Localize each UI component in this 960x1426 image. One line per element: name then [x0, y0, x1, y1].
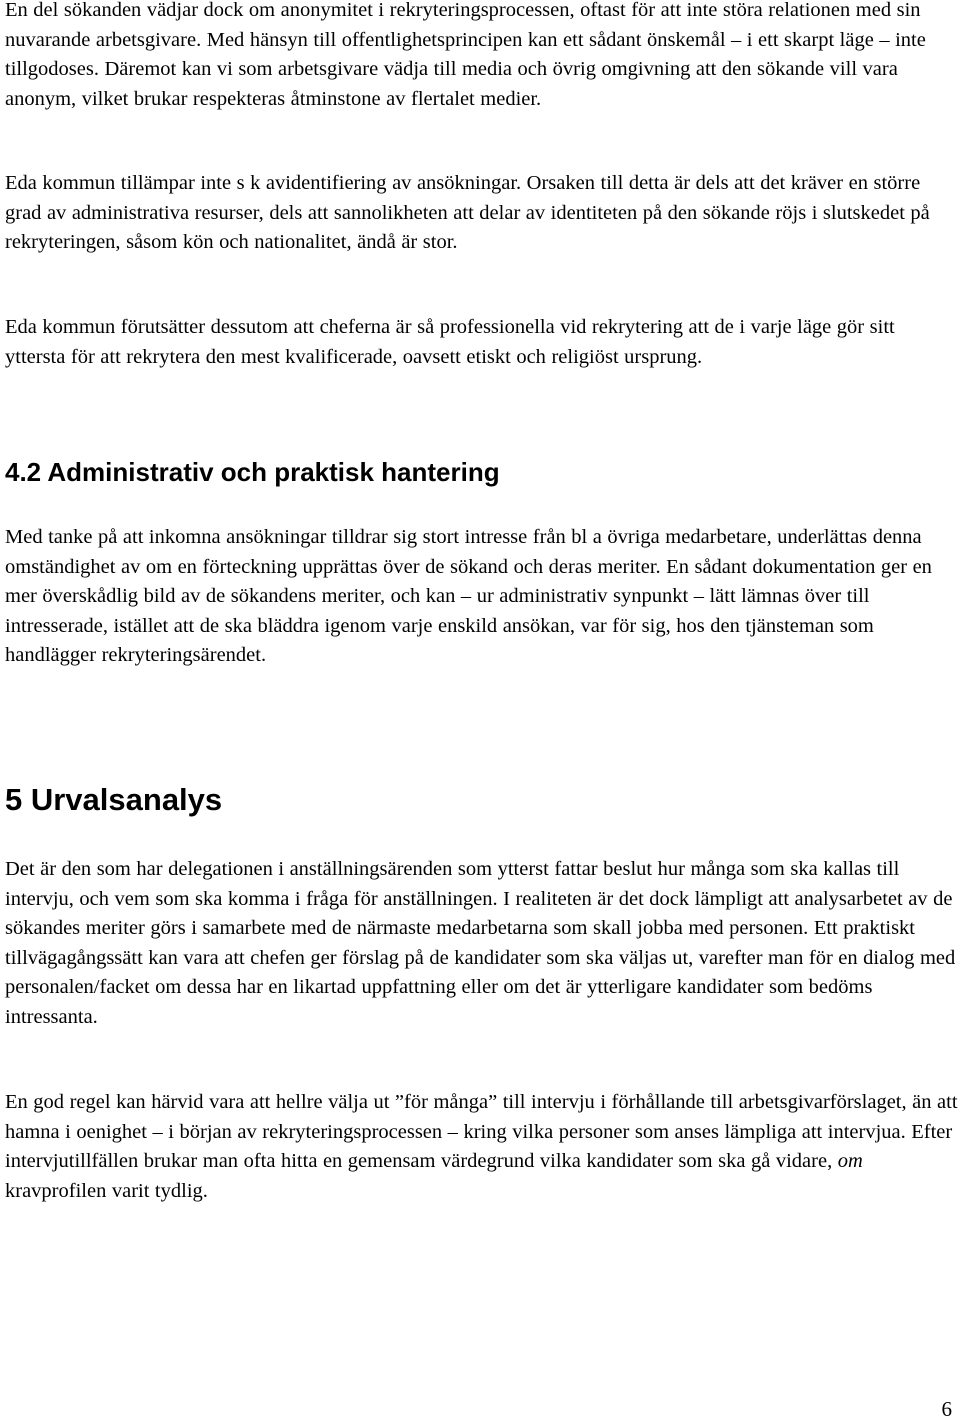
- paragraph-good-rule-end: kravprofilen varit tydlig.: [5, 1179, 208, 1202]
- paragraph-anonymity: En del sökanden vädjar dock om anonymitet i rekryteringsprocessen, oftast för att inte störa relationen med sin nuvarande arbetsgivare. Med hänsyn till offentlighetsprincipen kan ett sådant önskemål – i ett skarpt läge – inte tillgodoses. Däremot kan vi som arbetsgivare vädja till media och övrig omgivning att den sökande vill vara anonym, vilket brukar respekteras åtminstone av flertalet medier.: [5, 0, 926, 110]
- heading-section-5: 5 Urvalsanalys: [5, 782, 223, 817]
- paragraph-professional-managers: Eda kommun förutsätter dessutom att cheferna är så professionella vid rekrytering att de i varje läge gör sitt yttersta för att rekrytera den mest kvalificerade, oavsett etiskt och religiöst ursprung.: [5, 316, 895, 368]
- page-number: 6: [941, 1397, 952, 1421]
- paragraph-good-rule: [5, 1088, 960, 1206]
- paragraph-administrative-handling: Med tanke på att inkomna ansökningar tilldrar sig stort intresse från bl a övriga medarbetare, underlättas denna omständighet av om en förteckning upprättas över de sökand och deras meriter. En sådant dokumentation ger en mer överskådlig bild av de sökandens meriter, och kan – ur administrativ synpunkt – lätt lämnas över till intresserade, istället att de ska bläddra igenom varje enskild ansökan, var för sig, hos den tjänsteman som handlägger rekryteringsärendet.: [5, 526, 932, 667]
- heading-section-4-2: 4.2 Administrativ och praktisk hantering: [5, 457, 500, 487]
- paragraph-avidentifiering: Eda kommun tillämpar inte s k avidentifiering av ansökningar. Orsaken till detta är dels att det kräver en större grad av administrativa resurser, dels att sannolikheten att delar av identiteten på den sökande röjs i slutskedet på rekryteringen, såsom kön och nationalitet, ändå är stor.: [5, 172, 930, 254]
- emphasis-om: om: [837, 1150, 863, 1173]
- paragraph-delegation: Det är den som har delegationen i anställningsärenden som ytterst fattar beslut hur många som ska kallas till intervju, och vem som ska komma i fråga för anställningen. I realiteten är det dock lämpligt att analysarbetet av de sökandes meriter görs i samarbete med de närmaste medarbetarna som skall jobba med personen. Ett praktiskt tillvägagångssätt kan vara att chefen ger förslag på de kandidater som ska väljas ut, varefter man för en dialog med personalen/facket om dessa har en likartad uppfattning eller om det är ytterligare kandidater som bedöms intressanta.: [5, 858, 956, 1028]
- paragraph-good-rule-text: En god regel kan härvid vara att hellre välja ut ”för många” till intervju i förhållande till arbetsgivarförslaget, än att hamna i oenighet – i början av rekryteringsprocessen – kring vilka personer som anses lämpliga att intervjua. Efter intervjutillfällen brukar man ofta hitta en gemensam värdegrund vilka kandidater som ska gå vidare,: [5, 1091, 958, 1173]
